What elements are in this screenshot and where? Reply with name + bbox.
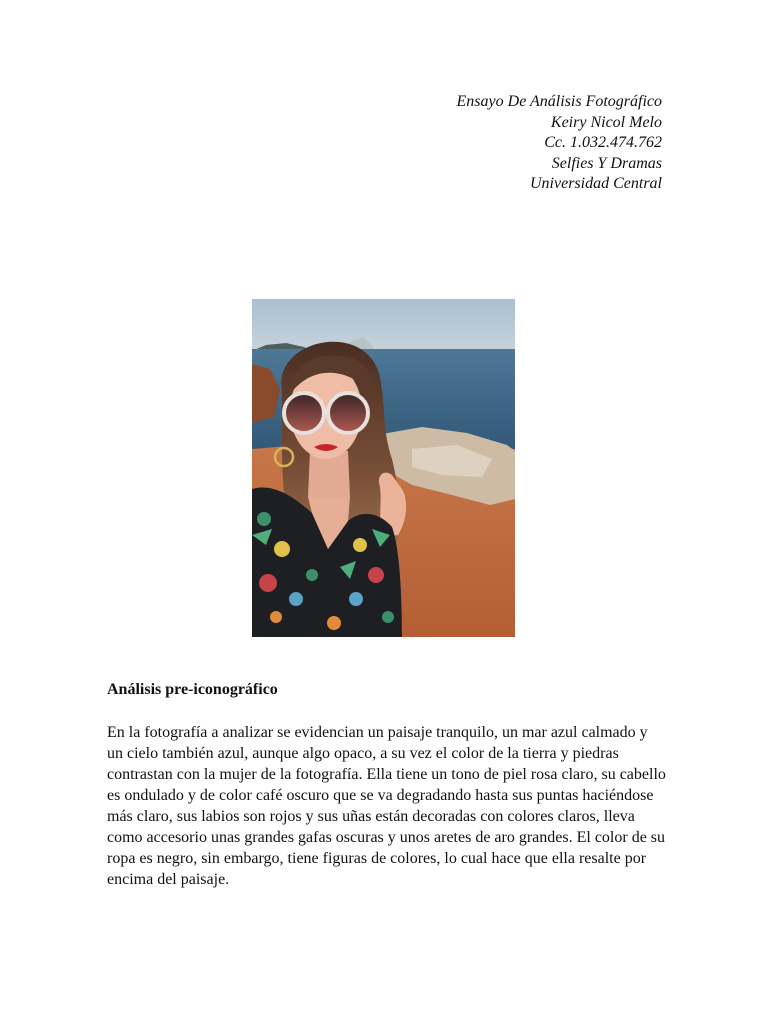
author-name: Keiry Nicol Melo <box>550 113 662 131</box>
section-heading: Análisis pre-iconográfico <box>107 681 278 698</box>
institution: Universidad Central <box>530 175 662 192</box>
course-name: Selfies Y Dramas <box>551 154 662 172</box>
essay-photo <box>252 299 515 637</box>
essay-title: Ensayo De Análisis Fotográfico <box>456 93 662 110</box>
body-paragraph: En la fotografía a analizar se evidencian un paisaje tranquilo, un mar azul calmado y un cielo también azul, aunque algo opaco, a su vez el color de la tierra y piedras contrastan con la mujer de la fotografía. Ella tiene un tono de piel rosa claro, su cabello es ondulado y de color café oscuro que se va degradando hasta sus puntas haciéndose más claro, sus labios son rojos y sus uñas están decoradas con colores claros, lleva como accesorio unas grandes gafas oscuras y unos aretes de aro grandes. El color de su ropa es negro, sin embargo, tiene figuras de colores, lo cual hace que ella resalte por encima del paisaje. <box>107 724 666 888</box>
header-block <box>457 92 662 195</box>
author-id: Cc. 1.032.474.762 <box>544 134 662 151</box>
